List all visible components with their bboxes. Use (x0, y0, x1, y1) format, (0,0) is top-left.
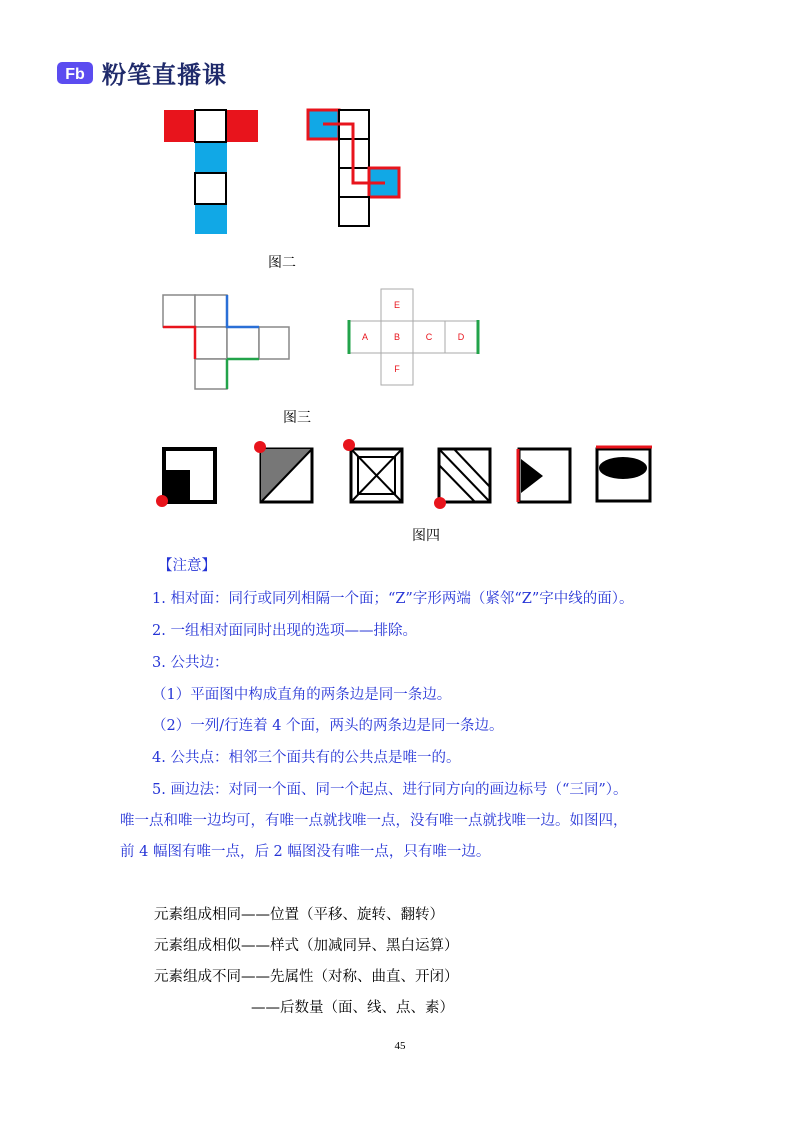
label-d: D (457, 332, 465, 342)
figure-3-caption: 图三 (283, 410, 311, 426)
note-line-1: 1. 相对面：同行或同列相隔一个面；“Z”字形两端（紧邻“Z”字中线的面）。 (152, 591, 634, 607)
svg-text:Fb: Fb (65, 65, 85, 83)
face-3 (343, 439, 402, 502)
figure-3-cross-net (345, 288, 485, 388)
label-f: F (394, 364, 400, 374)
figure-4-caption: 图四 (412, 528, 440, 544)
face-5 (518, 449, 570, 502)
rule-line-2: 元素组成相似——样式（加减同异、黑白运算） (154, 938, 459, 954)
label-c: C (425, 332, 433, 342)
brand-logo (56, 55, 227, 90)
cell-red-right (226, 110, 258, 142)
figure-2-z-net (305, 108, 405, 230)
figure-3-left-net (160, 293, 295, 393)
cell-red-left (164, 110, 196, 142)
cell-top-center (195, 110, 226, 142)
label-b: B (393, 332, 401, 342)
brand-name: 粉笔直播课 (102, 61, 227, 89)
face-6 (596, 447, 652, 501)
note-line-7: 5. 画边法：对同一个面、同一个起点、进行同方向的画边标号（“三同”）。 (152, 782, 628, 798)
fb-logo-icon (56, 60, 94, 86)
note-line-5: （2）一列/行连着 4 个面，两头的两条边是同一条边。 (152, 718, 504, 734)
notes-title: 【注意】 (158, 558, 216, 574)
face-2 (254, 441, 312, 502)
figure-4-faces (150, 435, 660, 510)
label-a: A (361, 332, 369, 342)
label-e: E (393, 300, 401, 310)
note-line-8: 唯一点和唯一边均可，有唯一点就找唯一点，没有唯一点就找唯一边。如图四， (120, 813, 628, 829)
note-line-4: （1）平面图中构成直角的两条边是同一条边。 (152, 687, 452, 703)
cell-middle (195, 173, 226, 204)
face-4 (434, 449, 490, 509)
rule-line-1: 元素组成相同——位置（平移、旋转、翻转） (154, 907, 444, 923)
face-1 (156, 449, 215, 507)
note-line-9: 前 4 幅图有唯一点，后 2 幅图没有唯一点，只有唯一边。 (120, 844, 491, 860)
cell-blue-1 (195, 142, 227, 174)
page-number: 45 (394, 1040, 406, 1052)
cell-blue-2 (195, 204, 227, 234)
note-line-2: 2. 一组相对面同时出现的选项——排除。 (152, 623, 417, 639)
rule-line-3: 元素组成不同——先属性（对称、曲直、开闭） (154, 969, 459, 985)
note-line-6: 4. 公共点：相邻三个面共有的公共点是唯一的。 (152, 750, 461, 766)
figure-2-caption: 图二 (268, 255, 296, 271)
figure-2-t-net (160, 108, 265, 236)
note-line-3: 3. 公共边： (152, 655, 229, 671)
rule-line-4: ——后数量（面、线、点、素） (251, 1000, 454, 1016)
